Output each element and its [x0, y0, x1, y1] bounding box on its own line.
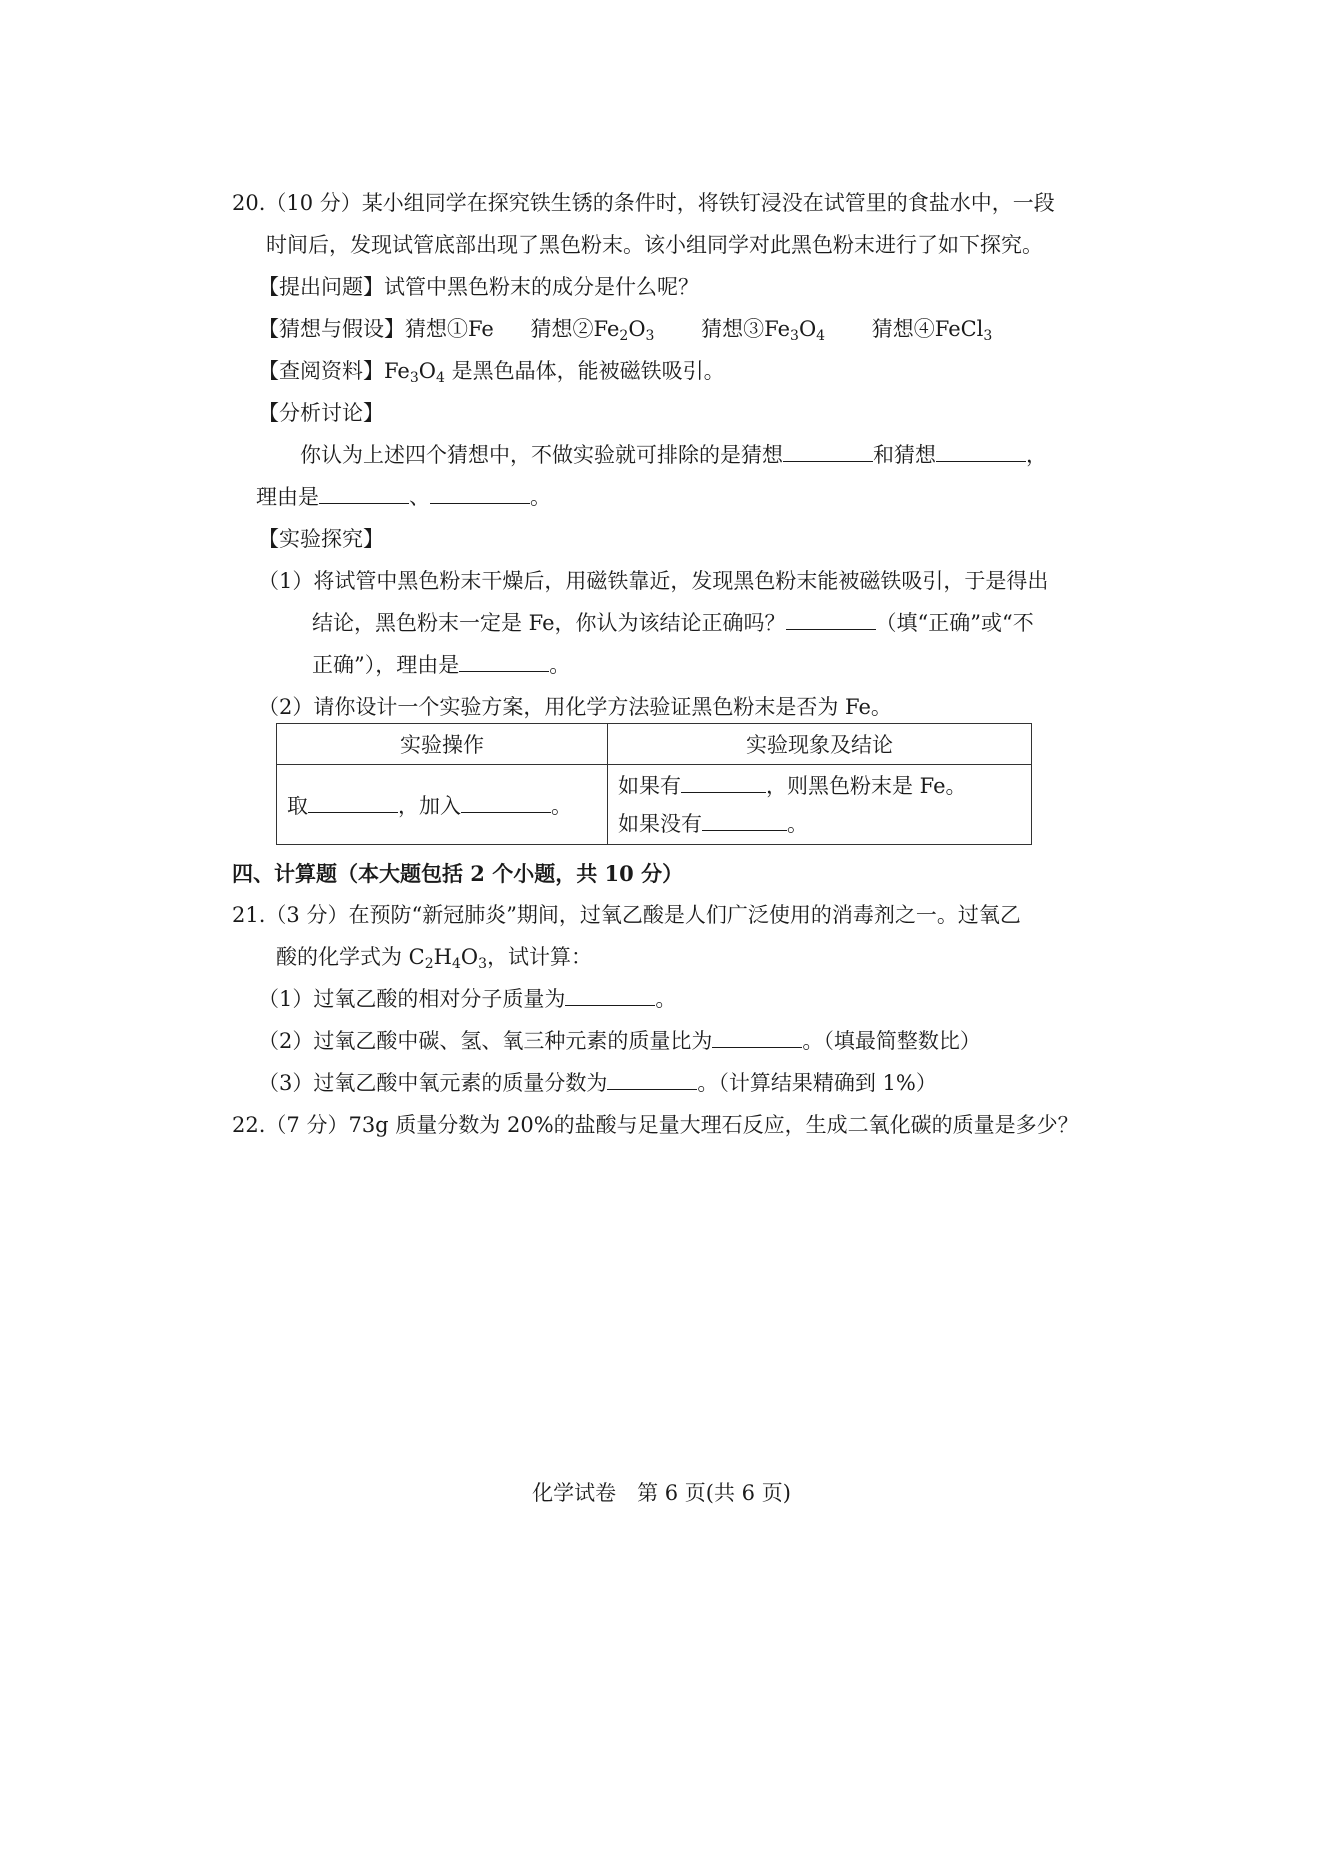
hypothesis-1: 猜想①Fe	[405, 317, 494, 341]
q20-experiment-tag: 【实验探究】	[258, 527, 384, 551]
q20-analysis-line-2: 理由是 、 。	[256, 485, 551, 509]
result-cell	[608, 765, 1032, 845]
answer-blank[interactable]	[430, 485, 530, 504]
q20-intro-1: 某小组同学在探究铁生锈的条件时，将铁钉浸没在试管里的食盐水中，一段	[361, 191, 1055, 215]
q21-part-3: （3）过氧乙酸中氧元素的质量分数为 。（计算结果精确到 1%）	[258, 1071, 937, 1095]
table-row	[277, 765, 1032, 845]
table-header-row	[277, 724, 1032, 765]
q20-analysis-tag: 【分析讨论】	[258, 401, 384, 425]
answer-blank[interactable]	[786, 611, 876, 630]
q20-question	[258, 275, 699, 300]
header-operation: 实验操作	[277, 724, 608, 765]
question-text: 试管中黑色粉末的成分是什么呢？	[384, 275, 699, 299]
answer-blank[interactable]	[308, 794, 398, 813]
q20-points: （10 分）	[265, 191, 362, 215]
q20-exp1-line-3: 正确”），理由是 。	[312, 653, 571, 677]
header-result: 实验现象及结论	[608, 724, 1032, 765]
hypothesis-3: 猜想$③Fe_3O_4$	[701, 317, 826, 344]
answer-blank[interactable]	[459, 653, 549, 672]
q20-exp1-line-2: 结论，黑色粉末一定是 Fe，你认为该结论正确吗？ （填“正确”或“不	[312, 611, 1034, 635]
q21-points: （3 分）	[265, 903, 349, 927]
answer-blank[interactable]	[319, 485, 409, 504]
q20-line-1	[232, 191, 1055, 216]
hypo-tag: 【猜想与假设】	[258, 317, 405, 341]
answer-blank[interactable]	[607, 1071, 697, 1090]
answer-blank[interactable]	[712, 1029, 802, 1048]
q21-number: 21.	[232, 903, 266, 927]
question-tag: 【提出问题】	[258, 275, 384, 299]
answer-blank[interactable]	[461, 794, 551, 813]
answer-blank[interactable]	[681, 774, 766, 793]
q22-number: 22.	[232, 1113, 266, 1137]
answer-blank[interactable]	[565, 987, 655, 1006]
q20-hypotheses	[258, 317, 992, 345]
q21-line-1: 21.（3 分）在预防“新冠肺炎”期间，过氧乙酸是人们广泛使用的消毒剂之一。过氧乙	[232, 903, 1021, 927]
result-line-2: 如果没有 。	[618, 811, 808, 836]
result-line-1: 如果有 ，则黑色粉末是 Fe。	[618, 773, 967, 798]
q21-part-1: （1）过氧乙酸的相对分子质量为 。	[258, 987, 677, 1011]
q21-line-2: 酸的化学式为 $C_2H_4O_3$，试计算：	[276, 945, 593, 972]
answer-blank[interactable]	[783, 443, 873, 462]
q22-points: （7 分）	[265, 1113, 349, 1137]
section-4-title: 四、计算题（本大题包括 2 个小题，共 10 分）	[232, 861, 684, 886]
answer-blank[interactable]	[936, 443, 1026, 462]
ref-tag: 【查阅资料】	[258, 359, 384, 383]
q20-exp2: （2）请你设计一个实验方案，用化学方法验证黑色粉末是否为 Fe。	[258, 695, 892, 719]
q20-reference: 【查阅资料】$Fe_3O_4$ 是黑色晶体，能被磁铁吸引。	[258, 359, 725, 386]
q22-line: 22.（7 分）73g 质量分数为 20%的盐酸与足量大理石反应，生成二氧化碳的质量是多少？	[232, 1113, 1079, 1137]
q20-analysis-line-1: 你认为上述四个猜想中，不做实验就可排除的是猜想 和猜想 ，	[300, 443, 1047, 467]
q21-part-2: （2）过氧乙酸中碳、氢、氧三种元素的质量比为 。（填最简整数比）	[258, 1029, 981, 1053]
q20-exp1-line-1: （1）将试管中黑色粉末干燥后，用磁铁靠近，发现黑色粉末能被磁铁吸引，于是得出	[258, 569, 1049, 593]
operation-cell: 取 ，加入 。	[277, 765, 608, 845]
answer-blank[interactable]	[702, 812, 787, 831]
q20-number: 20.	[232, 191, 266, 215]
q20-line-2: 时间后，发现试管底部出现了黑色粉末。该小组同学对此黑色粉末进行了如下探究。	[266, 233, 1043, 257]
page-footer: 化学试卷 第 6 页(共 6 页)	[532, 1481, 791, 1505]
hypothesis-2: 猜想$②Fe_2O_3$	[530, 317, 655, 344]
hypothesis-4: 猜想④FeCl$_3$	[871, 317, 993, 344]
experiment-table	[276, 723, 1032, 845]
